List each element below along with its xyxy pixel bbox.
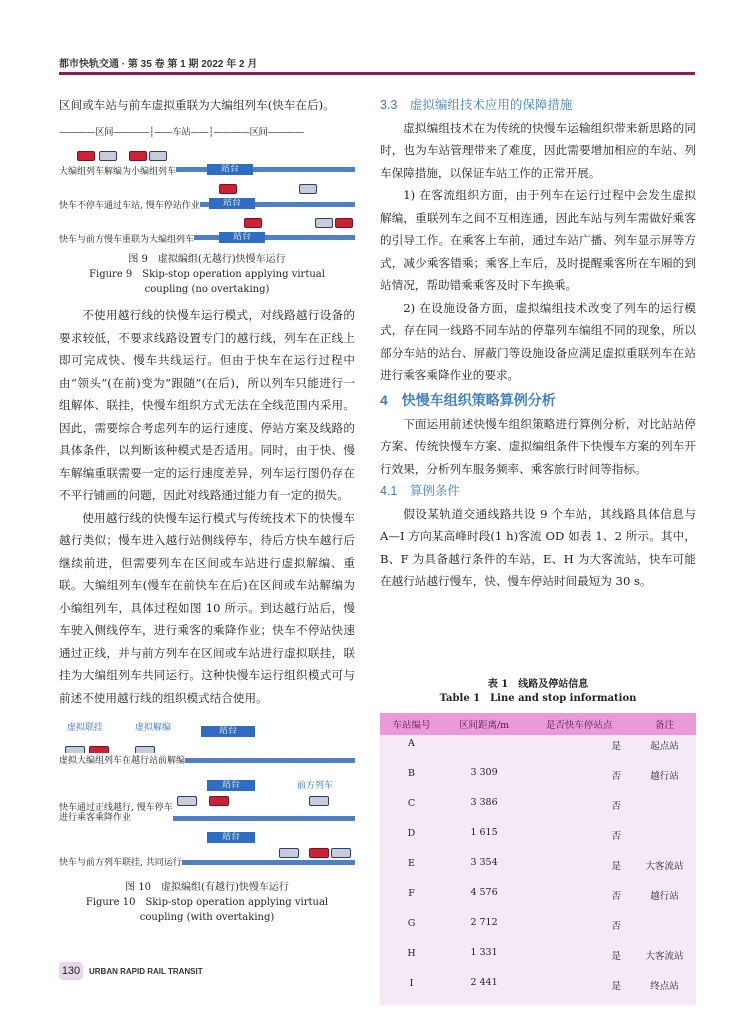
column-header: 备注	[633, 713, 696, 735]
fast-train	[299, 184, 317, 194]
fast-train	[309, 796, 329, 806]
fig10-row-label: 虚拟大编组列车在越行站前解编	[59, 753, 185, 766]
table-row	[380, 915, 696, 945]
station-platform: 站台	[201, 726, 255, 737]
station-platform: 站台	[209, 198, 255, 209]
journal-header: 都市快轨交通 · 第 35 卷 第 1 期 2022 年 2 月	[59, 59, 258, 70]
section-4-title: 4 快慢车组织策略算例分析	[380, 391, 556, 408]
paragraph: 使用越行线的快慢车运行模式与传统技术下的快慢车越行类似；慢车进入越行站侧线停车，待后方快车越行后继续前进，但需要列车在区间或车站进行虚拟解编、重联。大编组列车(慢车在前快车在后)在区间或车站解编为小编组列车，具体过程如图 10 所示。到达越行站后，慢车驶入侧线停车，进行乘客的乘降作业；快车不停站快速通过正线，并与前方列车在区间或车站进行虚拟联挂，联挂为大编组列车共同运行。这种快慢车运行组织模式可与前述不使用越行线的组织模式结合使用。	[59, 510, 355, 705]
table-cell: 否	[611, 771, 621, 782]
fig9-row-label: 快车不停车通过车站, 慢车停站作业	[59, 198, 200, 211]
figure-9-caption	[59, 252, 355, 297]
table-cell: 否	[611, 921, 621, 932]
fast-train	[279, 848, 299, 858]
caption-en: Figure 10 Skip-stop operation applying virtual	[85, 897, 329, 908]
table-cell: 是	[611, 861, 621, 872]
fig10-row-label: 快车通过正线越行, 慢车停车 进行乘客乘降作业	[59, 803, 173, 823]
table-cell: 起点站	[650, 741, 679, 752]
table-cell: 3 386	[470, 797, 498, 808]
fast-train	[331, 848, 351, 858]
slow-train	[77, 151, 95, 161]
caption-en: coupling (with overtaking)	[139, 912, 275, 923]
table-cell	[633, 795, 696, 825]
fig10-row-label: 快车与前方列车联挂, 共同运行	[59, 855, 182, 868]
station-platform: 站台	[207, 780, 255, 791]
table-cell: 否	[611, 801, 621, 812]
table-cell: 大客流站	[645, 951, 684, 962]
table-cell	[633, 915, 696, 945]
table-cell: 终点站	[650, 981, 679, 992]
table-cell	[443, 988, 525, 1018]
table-cell: 越行站	[650, 771, 679, 782]
page-number: 130	[59, 962, 83, 980]
caption-cn: 图 9 虚拟编组(无越行)快慢车运行	[128, 254, 286, 265]
fast-train	[99, 151, 117, 161]
table-row	[380, 885, 696, 915]
table-title-en: Table 1 Line and stop information	[439, 693, 637, 704]
table-cell: 越行站	[650, 891, 679, 902]
right-column	[380, 94, 696, 593]
table-cell: 否	[611, 831, 621, 842]
table-cell: B	[407, 768, 415, 779]
slow-train	[129, 151, 147, 161]
paragraph: 2) 在设施设备方面，虚拟编组技术改变了列车的运行模式，存在同一线路不同车站的停靠列车编组不同的现象，所以部分车站的站台、屏蔽门等设施设备应满足虚拟重联列车在站进行乘客乘降作业的要求。	[380, 300, 696, 382]
paragraph: 下面运用前述快慢车组织策略进行算例分析，对比站站停方案、传统快慢车方案、虚拟编组条件下快慢车方案的列车开行效果，分析列车服务频率、乘客旅行时间等指标。	[380, 416, 696, 476]
table-cell: 2 712	[470, 917, 498, 928]
table-row	[380, 795, 696, 825]
column-header: 区间距离/m	[443, 713, 525, 735]
fig9-row-label: 快车与前方慢车重联为大编组列车	[59, 232, 194, 245]
table-cell: 1 615	[470, 827, 498, 838]
figure-10-caption	[59, 880, 355, 925]
table-row	[380, 735, 696, 765]
table-row	[380, 945, 696, 975]
table-cell: 大客流站	[645, 861, 684, 872]
fig10-tag: 前方列车	[297, 781, 334, 791]
table-cell: 是	[611, 951, 621, 962]
paragraph: 1) 在客流组织方面，由于列车在运行过程中会发生虚拟解编，重联列车之间不互相连通，因此车站与列车需做好乘客的引导工作。在乘客上车前，通过车站广播、列车显示屏等方式，减少乘客错乘；乘客上车后，及时提醒乘客所在车厢的到站情况，帮助错乘乘客及时下车换乘。	[380, 188, 696, 292]
table-title-cn: 表 1 线路及停站信息	[487, 679, 589, 690]
table-cell: I	[409, 978, 414, 989]
paragraph: 不使用越行线的快慢车运行模式，对线路越行设备的要求较低，不要求线路设置专门的越行线，列车在正线上即可完成快、慢车共线运行。但由于快车在运行过程中由“领头”(在前)变为“跟随”(在后)，所以列车只能进行一组解体、联挂，快慢车组织方式无法在全线范围内采用。因此，需要综合考虑列车的运行速度、停站方案及线路的具体条件，以判断该种模式是否适用。同时，由于快、慢车解编重联需要一定的运行速度差异，列车运行图仍存在不平行铺画的问题，因此对线路通过能力有一定的损失。	[59, 308, 355, 502]
slow-train	[244, 218, 262, 228]
table-cell: 3 309	[470, 767, 498, 778]
table-cell: 是	[611, 981, 621, 992]
station-platform: 站台	[207, 164, 253, 175]
table-row	[380, 765, 696, 795]
fast-train	[315, 218, 333, 228]
table-1-title	[380, 678, 696, 706]
left-column	[59, 94, 355, 117]
header-rule	[59, 72, 695, 75]
table-cell: A	[408, 738, 415, 749]
table-1	[380, 713, 696, 1005]
section-3-3-title: 3.3 虚拟编组技术应用的保障措施	[380, 98, 573, 112]
left-body	[59, 304, 355, 709]
paragraph: 虚拟编组技术在为传统的快慢车运输组织带来新思路的同时，也为车站管理带来了难度，因此需要增加相应的车站、列车保障措施，以保证车站工作的正常开展。	[380, 120, 696, 180]
table-header-row	[380, 713, 696, 735]
caption-cn: 图 10 虚拟编组(有越行)快慢车运行	[125, 882, 289, 893]
station-platform: 站台	[207, 832, 255, 843]
slow-train	[309, 848, 329, 858]
paragraph: 假设某轨道交通线路共设 9 个车站，其线路具体信息与 A—I 方向某高峰时段(1 h)客流 OD 如表 1、2 所示。其中，B、F 为具备越行条件的车站，E、H 为大客流站，快车可能在越行站越行慢车，快、慢车停站时间最短为 30 s。	[380, 506, 696, 588]
table-cell: 否	[611, 891, 621, 902]
figure-10	[59, 720, 355, 868]
table-cell: 1 331	[470, 947, 498, 958]
fig9-row-label: 大编组列车解编为小编组列车	[59, 164, 176, 177]
caption-en: coupling (no overtaking)	[144, 284, 270, 295]
table-row	[380, 855, 696, 885]
fast-train	[149, 151, 167, 161]
table-cell: 2 441	[470, 977, 498, 988]
table-row	[380, 975, 696, 1005]
column-header: 车站编号	[380, 713, 443, 735]
intro-text: 区间或车站与前车虚拟重联为大编组列车(快车在后)。	[59, 98, 335, 112]
table-cell: G	[407, 918, 416, 929]
table-row	[380, 825, 696, 855]
table-cell: F	[408, 888, 415, 899]
table-cell: C	[407, 798, 416, 809]
figure-9	[59, 122, 355, 250]
table-cell	[633, 825, 696, 855]
station-platform: 站台	[219, 232, 265, 243]
slow-train	[219, 184, 237, 194]
fig10-tag: 虚拟联挂	[67, 723, 104, 733]
fig9-zone-labels: ————区间————┆——车站——┆————区间————	[59, 127, 304, 138]
slow-train	[209, 796, 229, 806]
slow-train	[335, 218, 353, 228]
journal-name-en: URBAN RAPID RAIL TRANSIT	[89, 966, 203, 976]
fig10-tag: 虚拟解编	[135, 723, 172, 733]
table-cell: 是	[611, 741, 621, 752]
table-cell: 3 354	[470, 857, 498, 868]
table-cell: D	[407, 828, 416, 839]
table-cell: 4 576	[470, 887, 498, 898]
caption-en: Figure 9 Skip-stop operation applying virtual	[89, 269, 325, 280]
section-4-1-title: 4.1 算例条件	[380, 484, 460, 498]
column-header: 是否快车停站点	[525, 713, 633, 735]
fast-train	[177, 796, 197, 806]
page-footer	[59, 962, 203, 980]
table-cell: E	[408, 858, 415, 869]
table-cell: H	[407, 948, 416, 959]
